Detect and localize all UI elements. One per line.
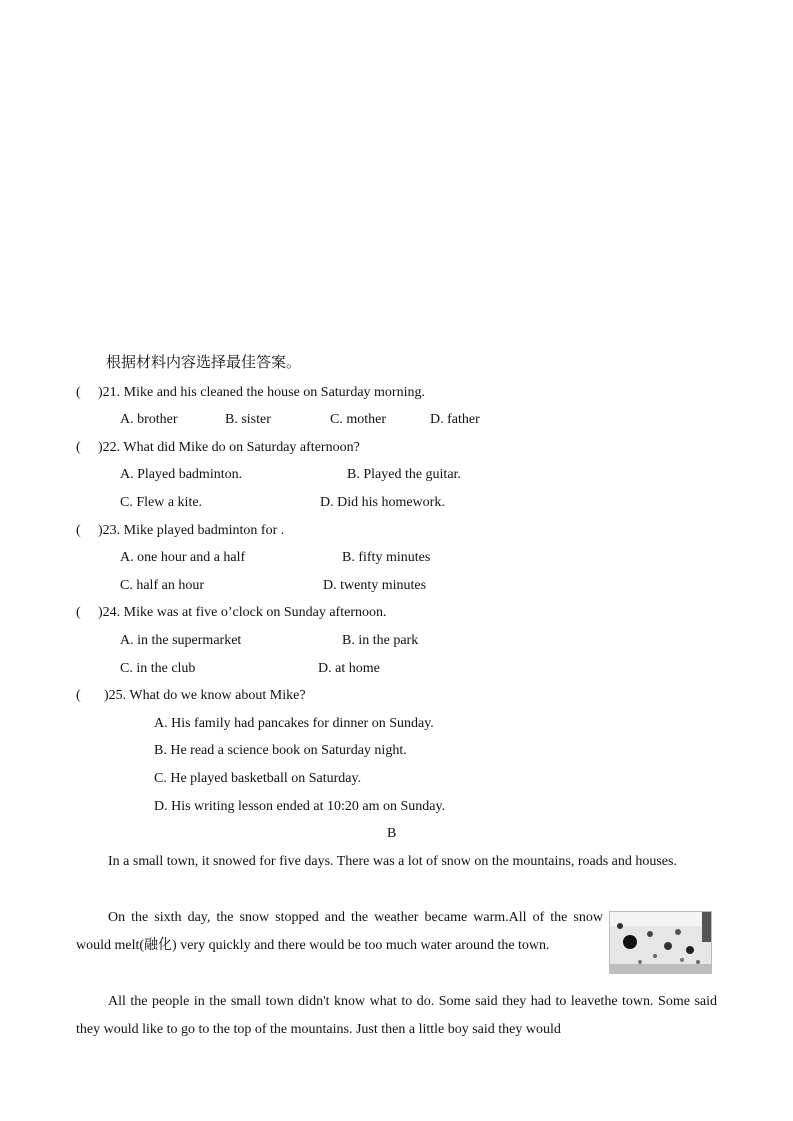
q24-option-d: D. at home [318,661,380,676]
question-23-stem: )23. Mike played badminton for . [98,523,285,538]
q21-option-c: C. mother [330,412,386,427]
q22-option-c: C. Flew a kite. [120,495,203,510]
q21-option-d: D. father [430,412,480,427]
answer-blank-22[interactable]: ( [76,440,81,455]
instruction: 根据材料内容选择最佳答案。 [106,353,302,371]
q22-option-d: D. Did his homework. [320,495,445,510]
q22-option-b: B. Played the guitar. [347,467,461,482]
q23-option-c: C. half an hour [120,578,204,593]
q25-option-c: C. He played basketball on Saturday. [154,771,362,786]
question-21-stem: )21. Mike and his cleaned the house on Saturday morning. [98,385,425,400]
answer-blank-24[interactable]: ( [76,605,81,620]
answer-blank-25[interactable]: ( [76,688,81,703]
q25-option-a: A. His family had pancakes for dinner on Sunday. [154,716,434,731]
passage-paragraph-1: In a small town, it snowed for five days. There was a lot of snow on the mountains, roads and houses. [108,854,677,869]
question-22-stem: )22. What did Mike do on Saturday afternoon? [98,440,360,455]
question-25-stem: )25. What do we know about Mike? [104,688,306,703]
answer-blank-23[interactable]: ( [76,523,81,538]
passage-paragraph-2: On the sixth day, the snow stopped and the weather became warm.All of the snow would melt(融化) very quickly and there would be too much water around the town. [76,910,603,953]
q23-option-d: D. twenty minutes [323,578,427,593]
passage-paragraph-3: All the people in the small town didn't know what to do. Some said they had to leavethe town. Some said they would like to go to the top of the mountains. Just then a little boy said they would [76,994,717,1037]
q25-option-b: B. He read a science book on Saturday night. [154,743,407,758]
q21-option-a: A. brother [120,412,178,427]
q25-option-d: D. His writing lesson ended at 10:20 am on Sunday. [154,799,446,814]
q23-option-b: B. fifty minutes [342,550,431,565]
snow-photo [609,911,712,974]
answer-blank-21[interactable]: ( [76,385,81,400]
q24-option-a: A. in the supermarket [120,633,242,648]
q24-option-b: B. in the park [342,633,419,648]
q21-option-b: B. sister [225,412,271,427]
q23-option-a: A. one hour and a half [120,550,246,565]
question-24-stem: )24. Mike was at five o’clock on Sunday afternoon. [98,605,387,620]
q22-option-a: A. Played badminton. [120,467,243,482]
q24-option-c: C. in the club [120,661,196,676]
section-b-heading: B [387,826,397,841]
